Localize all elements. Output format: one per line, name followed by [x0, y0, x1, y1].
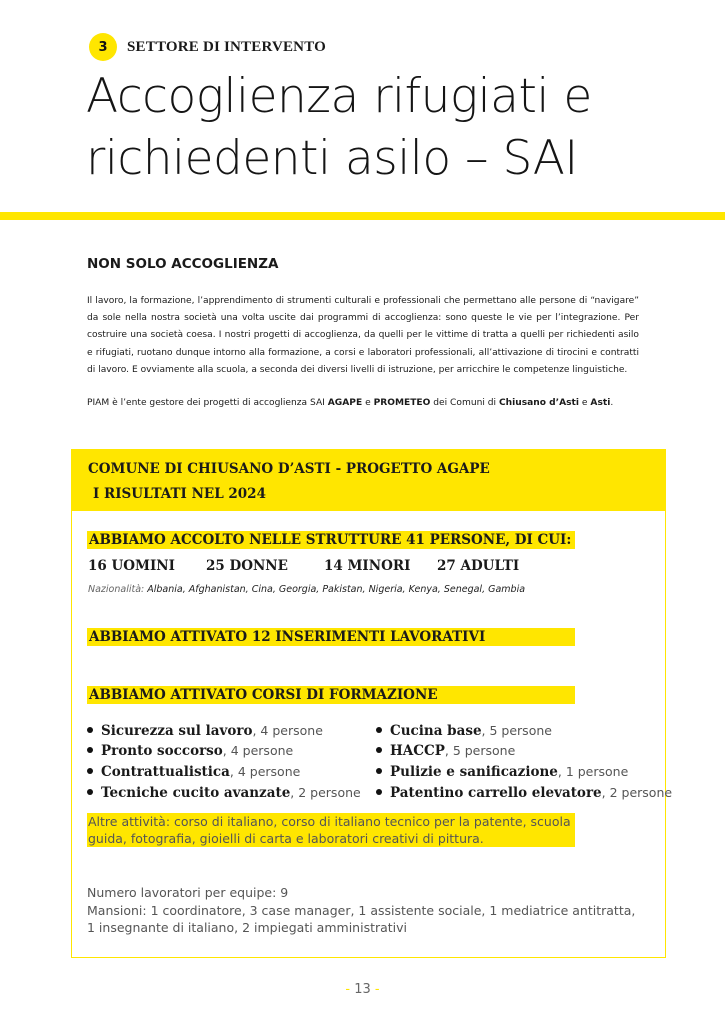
section-tag	[89, 32, 326, 62]
bullet-icon	[87, 747, 93, 753]
course-item	[87, 785, 361, 801]
project-prometeo: PROMETEO	[373, 398, 431, 408]
staff-count: Numero lavoratori per equipe: 9	[87, 885, 289, 900]
course-name: Tecniche cucito avanzate	[101, 785, 291, 801]
intro-paragraph: Il lavoro, la formazione, l’apprendimento di strumenti culturali e professionali che permettano alle persone di “navigare” da sole nella nostra società una volta uscite dai programmi di accoglienza: sono queste le vie per l’integrazione. Per costruire una società coesa. I nostri progetti di accoglienza, da quelli per le vittime di tratta a quelli per richiedenti asilo e rifugiati, ruotano dunque intorno alla formazione, a corsi e laboratori professionali, all’attivazione di tirocini e contratti di lavoro. E ovviamente alla scuola, a seconda dei diversi livelli di istruzione, per arricchire le competenze linguistiche.	[87, 296, 639, 375]
town-asti: Asti	[590, 398, 611, 408]
course-count: , 4 persone	[222, 743, 294, 758]
intro-heading: NON SOLO ACCOGLIENZA	[87, 256, 279, 272]
bullet-icon	[376, 768, 382, 774]
other-activities-line-1: Altre attività: corso di italiano, corso di italiano tecnico per la patente, scuola	[88, 814, 571, 829]
nationality-label: Nazionalità:	[88, 584, 148, 595]
page-number-dash-right: -	[374, 982, 380, 997]
course-item	[87, 764, 300, 780]
project-agape: AGAPE	[327, 398, 363, 408]
stat-adults: 27 ADULTI	[437, 558, 520, 574]
results-box-title: COMUNE DI CHIUSANO D’ASTI - PROGETTO AGAPE	[88, 461, 490, 477]
course-name: Pronto soccorso	[101, 743, 223, 759]
course-count: , 2 persone	[290, 785, 361, 800]
results-box-subtitle: I RISULTATI NEL 2024	[93, 486, 266, 502]
intro-note-and-1: e	[362, 398, 374, 408]
section-label: SETTORE DI INTERVENTO	[127, 38, 327, 55]
yellow-divider	[0, 212, 725, 220]
stat-women: 25 DONNE	[206, 558, 288, 574]
jobs-heading: ABBIAMO ATTIVATO 12 INSERIMENTI LAVORATIVI	[87, 628, 575, 646]
course-count: , 5 persone	[444, 743, 516, 758]
stat-minors: 14 MINORI	[324, 558, 411, 574]
staff-info	[87, 884, 657, 937]
bullet-icon	[376, 789, 382, 795]
course-name: Sicurezza sul lavoro	[101, 723, 253, 739]
bullet-icon	[376, 727, 382, 733]
course-item	[376, 743, 515, 759]
course-item	[87, 743, 293, 759]
course-count: , 1 persone	[557, 764, 629, 779]
course-name: Patentino carrello elevatore	[390, 785, 602, 801]
course-count: , 4 persone	[229, 764, 301, 779]
page-title	[86, 66, 592, 190]
nationality-list: Albania, Afghanistan, Cina, Georgia, Pakistan, Nigeria, Kenya, Senegal, Gambia	[147, 584, 526, 595]
course-name: Pulizie e sanificazione	[390, 764, 558, 780]
staff-roles: Mansioni: 1 coordinatore, 3 case manager, 1 assistente sociale, 1 mediatrice antitratta,	[87, 902, 636, 918]
staff-roles-continued: 1 insegnante di italiano, 2 impiegati amministrativi	[87, 920, 408, 935]
intro-note-prefix: PIAM è l’ente gestore dei progetti di accoglienza SAI	[87, 398, 328, 408]
intro-note-end: .	[610, 398, 614, 408]
bullet-icon	[87, 789, 93, 795]
nationality-line	[88, 584, 525, 595]
intro-note-mid: dei Comuni di	[430, 398, 499, 408]
course-item	[87, 723, 323, 739]
intro-note-and-2: e	[579, 398, 591, 408]
course-count: , 2 persone	[601, 785, 673, 800]
hosted-stats	[0, 558, 725, 578]
course-count: , 5 persone	[481, 723, 552, 738]
page-number-dash-left: -	[345, 982, 351, 997]
course-name: Cucina base	[390, 723, 482, 739]
hosted-heading: ABBIAMO ACCOLTO NELLE STRUTTURE 41 PERSONE, DI CUI:	[87, 531, 575, 549]
other-activities-line-2: guida, fotografia, gioielli di carta e laboratori creativi di pittura.	[88, 831, 484, 846]
page-number	[0, 982, 725, 997]
bullet-icon	[87, 727, 93, 733]
course-name: HACCP	[390, 743, 445, 759]
page-number-value: 13	[354, 982, 371, 997]
course-item	[376, 764, 628, 780]
bullet-icon	[376, 747, 382, 753]
bullet-icon	[87, 768, 93, 774]
course-item	[376, 723, 552, 739]
other-activities	[88, 813, 578, 847]
page-title-line-1: Accoglienza rifugiati e	[86, 69, 592, 124]
stat-men: 16 UOMINI	[88, 558, 175, 574]
page-title-line-2: richiedenti asilo – SAI	[86, 131, 578, 186]
course-count: , 4 persone	[252, 723, 323, 738]
intro-note	[87, 395, 647, 411]
course-item	[376, 785, 672, 801]
town-chiusano: Chiusano d’Asti	[498, 398, 580, 408]
section-number-badge: 3	[89, 33, 117, 61]
courses-heading: ABBIAMO ATTIVATO CORSI DI FORMAZIONE	[87, 686, 575, 704]
course-name: Contrattualistica	[101, 764, 230, 780]
